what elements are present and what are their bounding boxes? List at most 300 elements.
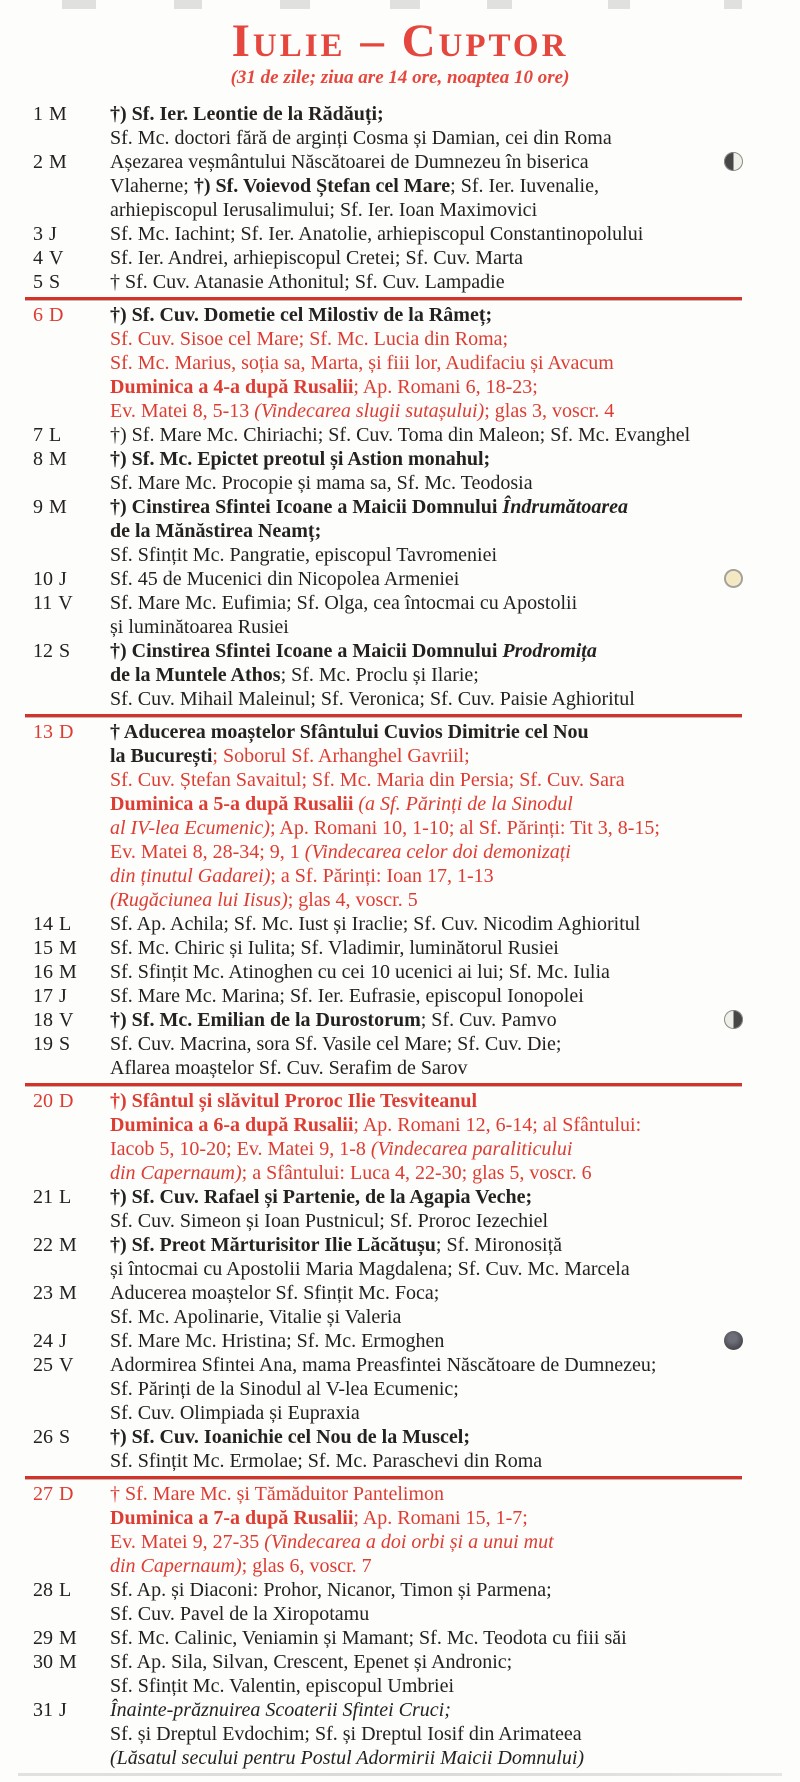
day-letter: J bbox=[59, 567, 67, 590]
day-content bbox=[110, 1698, 800, 1770]
text-segment: Aducerea moaștelor Sf. Sfințit Mc. Foca; bbox=[110, 1281, 440, 1304]
day-letter: S bbox=[59, 639, 71, 662]
scan-artifact-bottom bbox=[18, 1773, 782, 1776]
text-segment: (Vindecarea paraliticului bbox=[370, 1137, 573, 1160]
day-content bbox=[110, 1008, 800, 1032]
day-number: 12 bbox=[33, 639, 53, 662]
day-row-18 bbox=[0, 1008, 800, 1032]
day-line bbox=[110, 1506, 800, 1530]
day-line bbox=[110, 936, 800, 960]
day-number: 10 bbox=[33, 567, 53, 590]
day-line bbox=[110, 1650, 800, 1674]
text-segment: ; a Sf. Părinți: Ioan 17, 1-13 bbox=[270, 864, 494, 887]
day-line bbox=[110, 567, 800, 591]
day-content bbox=[110, 222, 800, 246]
day-row-6 bbox=[0, 303, 800, 423]
day-line bbox=[110, 198, 800, 222]
text-segment: Sf. Cuv. Sisoe cel Mare; Sf. Mc. Lucia din Roma; bbox=[110, 327, 509, 350]
day-line bbox=[110, 1449, 800, 1473]
day-number: 15 bbox=[33, 936, 53, 959]
day-number: 9 bbox=[33, 495, 43, 518]
day-label bbox=[0, 270, 110, 294]
text-segment: ; Sf. Mc. Proclu și Ilarie; bbox=[280, 663, 479, 686]
day-label bbox=[0, 303, 110, 423]
day-letter: J bbox=[59, 1698, 67, 1721]
day-content bbox=[110, 1089, 800, 1185]
text-segment: Sf. Sfințit Mc. Ermolae; Sf. Mc. Paraschevi din Roma bbox=[110, 1449, 543, 1472]
text-segment: (Vindecarea a doi orbi și a unui mut bbox=[264, 1530, 554, 1553]
sunday-separator bbox=[25, 297, 742, 300]
text-segment: Sf. Mc. doctori fără de arginți Cosma și Damian, cei din Roma bbox=[110, 126, 612, 149]
day-line bbox=[110, 1554, 800, 1578]
sunday-separator bbox=[25, 714, 742, 717]
day-line bbox=[110, 1482, 800, 1506]
day-letter: D bbox=[49, 303, 64, 326]
day-letter: M bbox=[49, 447, 67, 470]
day-content bbox=[110, 1578, 800, 1626]
day-content bbox=[110, 1185, 800, 1233]
text-segment: Sf. Mc. Marius, soția sa, Marta, și fiii lor, Audifaciu și Avacum bbox=[110, 351, 614, 374]
scan-artifact bbox=[174, 0, 202, 9]
day-number: 25 bbox=[33, 1353, 53, 1376]
day-letter: S bbox=[49, 270, 61, 293]
day-line bbox=[110, 1032, 800, 1056]
day-label bbox=[0, 447, 110, 495]
text-segment: Sf. și Dreptul Evdochim; Sf. și Dreptul Iosif din Arimateea bbox=[110, 1722, 582, 1745]
text-segment: Ev. Matei 8, 28-34; 9, 1 bbox=[110, 840, 305, 863]
day-number: 29 bbox=[33, 1626, 53, 1649]
day-letter: D bbox=[59, 720, 74, 743]
full-moon-icon bbox=[724, 569, 743, 588]
day-line bbox=[110, 1626, 800, 1650]
day-row-8 bbox=[0, 447, 800, 495]
day-row-3 bbox=[0, 222, 800, 246]
day-line bbox=[110, 1578, 800, 1602]
day-row-21 bbox=[0, 1185, 800, 1233]
text-segment: Sf. Mc. Apolinarie, Vitalie și Valeria bbox=[110, 1305, 402, 1328]
text-segment: †) Cinstirea Sfintei Icoane a Maicii Domnului bbox=[110, 639, 503, 662]
text-segment: Așezarea veșmântului Născătoarei de Dumnezeu în biserica bbox=[110, 150, 589, 173]
text-segment: †) Cinstirea Sfintei Icoane a Maicii Domnului bbox=[110, 495, 503, 518]
text-segment: †) Sf. Mc. Emilian de la Durostorum bbox=[110, 1008, 421, 1031]
text-segment: †) Sf. Ier. Leontie de la Rădăuți; bbox=[110, 102, 384, 125]
text-segment: Sf. Cuv. Olimpiada și Eupraxia bbox=[110, 1401, 360, 1424]
day-label bbox=[0, 984, 110, 1008]
day-label bbox=[0, 1185, 110, 1233]
day-number: 19 bbox=[33, 1032, 53, 1055]
day-line bbox=[110, 375, 800, 399]
day-list bbox=[0, 102, 800, 1770]
text-segment: și luminătoarea Rusiei bbox=[110, 615, 289, 638]
text-segment: din Capernaum) bbox=[110, 1554, 242, 1577]
day-letter: L bbox=[59, 912, 72, 935]
day-line bbox=[110, 1377, 800, 1401]
day-line bbox=[110, 1425, 800, 1449]
day-label bbox=[0, 1089, 110, 1185]
day-line bbox=[110, 984, 800, 1008]
scan-artifact bbox=[724, 0, 742, 9]
day-content bbox=[110, 246, 800, 270]
day-letter: L bbox=[49, 423, 62, 446]
scan-artifact bbox=[280, 0, 310, 9]
day-label bbox=[0, 567, 110, 591]
day-line bbox=[110, 615, 800, 639]
scan-artifact bbox=[390, 0, 420, 9]
text-segment: ; Ap. Romani 15, 1-7; bbox=[353, 1506, 528, 1529]
day-row-12 bbox=[0, 639, 800, 711]
day-line bbox=[110, 1305, 800, 1329]
day-letter: M bbox=[59, 1281, 77, 1304]
day-line bbox=[110, 1602, 800, 1626]
day-line bbox=[110, 1161, 800, 1185]
text-segment: Sf. Mare Mc. Procopie și mama sa, Sf. Mc. Teodosia bbox=[110, 471, 533, 494]
text-segment: Sf. Părinți de la Sinodul al V-lea Ecumenic; bbox=[110, 1377, 459, 1400]
text-segment: Vlaherne; bbox=[110, 174, 194, 197]
day-row-4 bbox=[0, 246, 800, 270]
day-row-16 bbox=[0, 960, 800, 984]
day-label bbox=[0, 912, 110, 936]
text-segment: †) Sf. Voievod Ștefan cel Mare bbox=[193, 174, 451, 197]
day-content bbox=[110, 720, 800, 912]
day-letter: D bbox=[59, 1089, 74, 1112]
text-segment: Ev. Matei 8, 5-13 bbox=[110, 399, 255, 422]
day-number: 7 bbox=[33, 423, 43, 446]
last-quarter-moon-icon bbox=[724, 1010, 743, 1029]
day-number: 2 bbox=[33, 150, 43, 173]
day-letter: L bbox=[59, 1578, 72, 1601]
day-content bbox=[110, 1650, 800, 1698]
day-line bbox=[110, 1698, 800, 1722]
day-line bbox=[110, 303, 800, 327]
day-number: 4 bbox=[33, 246, 43, 269]
day-content bbox=[110, 936, 800, 960]
text-segment: ; a Sfântului: Luca 4, 22-30; glas 5, voscr. 6 bbox=[241, 1161, 592, 1184]
day-number: 28 bbox=[33, 1578, 53, 1601]
text-segment: Sf. Ap. Sila, Silvan, Crescent, Epenet și Andronic; bbox=[110, 1650, 513, 1673]
text-segment: ; Soborul Sf. Arhanghel Gavriil; bbox=[212, 744, 470, 767]
day-number: 24 bbox=[33, 1329, 53, 1352]
text-segment: Iacob 5, 10-20; Ev. Matei 9, 1-8 bbox=[110, 1137, 371, 1160]
day-label bbox=[0, 102, 110, 150]
text-segment: arhiepiscopul Ierusalimului; Sf. Ier. Ioan Maximovici bbox=[110, 198, 538, 221]
new-moon-icon bbox=[724, 1331, 743, 1350]
day-row-27 bbox=[0, 1482, 800, 1578]
text-segment: Sf. Cuv. Pavel de la Xiropotamu bbox=[110, 1602, 370, 1625]
day-number: 27 bbox=[33, 1482, 53, 1505]
day-label bbox=[0, 936, 110, 960]
day-number: 3 bbox=[33, 222, 43, 245]
day-row-29 bbox=[0, 1626, 800, 1650]
day-number: 6 bbox=[33, 303, 43, 326]
day-line bbox=[110, 1401, 800, 1425]
day-line bbox=[110, 519, 800, 543]
day-line bbox=[110, 174, 800, 198]
day-line bbox=[110, 150, 800, 174]
day-row-19 bbox=[0, 1032, 800, 1080]
text-segment: Duminica a 6-a după Rusalii bbox=[110, 1113, 354, 1136]
text-segment: †) Sf. Cuv. Dometie cel Milostiv de la Râmeț; bbox=[110, 303, 493, 326]
day-letter: M bbox=[49, 495, 67, 518]
day-content bbox=[110, 639, 800, 711]
text-segment: Sf. Cuv. Ștefan Savaitul; Sf. Mc. Maria din Persia; Sf. Cuv. Sara bbox=[110, 768, 625, 791]
text-segment: † Sf. Mare Mc. și Tămăduitor Pantelimon bbox=[110, 1482, 445, 1505]
day-line bbox=[110, 960, 800, 984]
day-label bbox=[0, 1698, 110, 1770]
text-segment: Sf. Mare Mc. Eufimia; Sf. Olga, cea întocmai cu Apostolii bbox=[110, 591, 578, 614]
day-line bbox=[110, 351, 800, 375]
day-row-28 bbox=[0, 1578, 800, 1626]
day-row-2 bbox=[0, 150, 800, 222]
text-segment: ; Sf. Cuv. Pamvo bbox=[420, 1008, 557, 1031]
day-line bbox=[110, 1233, 800, 1257]
day-letter: S bbox=[59, 1425, 71, 1448]
day-line bbox=[110, 1674, 800, 1698]
sunday-separator bbox=[25, 1083, 742, 1086]
text-segment: (Rugăciunea lui Iisus) bbox=[110, 888, 288, 911]
day-row-23 bbox=[0, 1281, 800, 1329]
text-segment: Sf. Mare Mc. Marina; Sf. Ier. Eufrasie, episcopul Ionopolei bbox=[110, 984, 584, 1007]
day-letter: V bbox=[49, 246, 64, 269]
day-label bbox=[0, 423, 110, 447]
day-line bbox=[110, 720, 800, 744]
day-label bbox=[0, 1650, 110, 1698]
day-row-24 bbox=[0, 1329, 800, 1353]
day-number: 13 bbox=[33, 720, 53, 743]
day-label bbox=[0, 1281, 110, 1329]
text-segment: ; glas 3, voscr. 4 bbox=[484, 399, 615, 422]
text-segment: Sf. Ap. și Diaconi: Prohor, Nicanor, Timon și Parmena; bbox=[110, 1578, 552, 1601]
day-label bbox=[0, 960, 110, 984]
text-segment: ; glas 6, voscr. 7 bbox=[241, 1554, 372, 1577]
text-segment: Prodromița bbox=[502, 639, 597, 662]
text-segment: din ținutul Gadarei) bbox=[110, 864, 271, 887]
text-segment: Duminica a 5-a după Rusalii bbox=[110, 792, 359, 815]
day-label bbox=[0, 1482, 110, 1578]
text-segment: Sf. 45 de Mucenici din Nicopolea Armeniei bbox=[110, 567, 460, 590]
day-content bbox=[110, 270, 800, 294]
day-content bbox=[110, 1233, 800, 1281]
day-letter: L bbox=[59, 1185, 72, 1208]
day-line bbox=[110, 1353, 800, 1377]
day-letter: V bbox=[59, 1353, 74, 1376]
day-letter: M bbox=[59, 936, 77, 959]
day-row-1 bbox=[0, 102, 800, 150]
text-segment: Sf. Ap. Achila; Sf. Mc. Iust și Iraclie; Sf. Cuv. Nicodim Aghioritul bbox=[110, 912, 641, 935]
page-subtitle: (31 de zile; ziua are 14 ore, noaptea 10 ore) bbox=[230, 66, 570, 88]
day-row-15 bbox=[0, 936, 800, 960]
day-line bbox=[110, 1530, 800, 1554]
day-line bbox=[110, 840, 800, 864]
text-segment: † Aducerea moaștelor Sfântului Cuvios Dimitrie cel Nou bbox=[110, 720, 589, 743]
day-content bbox=[110, 1626, 800, 1650]
text-segment: Sf. Mc. Chiric și Iulita; Sf. Vladimir, luminătorul Rusiei bbox=[110, 936, 559, 959]
text-segment: Sf. Cuv. Simeon și Ioan Pustnicul; Sf. Proroc Iezechiel bbox=[110, 1209, 549, 1232]
day-line bbox=[110, 102, 800, 126]
day-label bbox=[0, 1233, 110, 1281]
day-row-22 bbox=[0, 1233, 800, 1281]
text-segment: Adormirea Sfintei Ana, mama Preasfintei Născătoare de Dumnezeu; bbox=[110, 1353, 657, 1376]
day-line bbox=[110, 864, 800, 888]
day-label bbox=[0, 150, 110, 222]
scan-artifact bbox=[62, 0, 96, 9]
day-row-5 bbox=[0, 270, 800, 294]
day-content bbox=[110, 447, 800, 495]
day-content bbox=[110, 1482, 800, 1578]
day-line bbox=[110, 1056, 800, 1080]
text-segment: Sf. Sfințit Mc. Pangratie, episcopul Tavromeniei bbox=[110, 543, 498, 566]
text-segment: (Lăsatul secului pentru Postul Adormirii Maicii Domnului) bbox=[110, 1746, 585, 1769]
day-row-30 bbox=[0, 1650, 800, 1698]
day-label bbox=[0, 720, 110, 912]
day-number: 16 bbox=[33, 960, 53, 983]
day-line bbox=[110, 423, 800, 447]
text-segment: din Capernaum) bbox=[110, 1161, 242, 1184]
day-row-26 bbox=[0, 1425, 800, 1473]
day-number: 8 bbox=[33, 447, 43, 470]
day-label bbox=[0, 1626, 110, 1650]
day-line bbox=[110, 471, 800, 495]
day-line bbox=[110, 1137, 800, 1161]
day-number: 1 bbox=[33, 102, 43, 125]
text-segment: de la Muntele Athos bbox=[110, 663, 281, 686]
text-segment: Sf. Cuv. Macrina, sora Sf. Vasile cel Mare; Sf. Cuv. Die; bbox=[110, 1032, 562, 1055]
text-segment: ; Ap. Romani 10, 1-10; al Sf. Părinți: Tit 3, 8-15; bbox=[269, 816, 660, 839]
sunday-separator bbox=[25, 1476, 742, 1479]
day-letter: J bbox=[59, 984, 67, 1007]
day-line bbox=[110, 591, 800, 615]
page-title: Iulie – Cuptor bbox=[231, 15, 569, 67]
day-letter: V bbox=[59, 1008, 74, 1031]
day-number: 14 bbox=[33, 912, 53, 935]
text-segment: †) Sf. Cuv. Ioanichie cel Nou de la Muscel; bbox=[110, 1425, 470, 1448]
day-line bbox=[110, 663, 800, 687]
day-label bbox=[0, 1329, 110, 1353]
day-content bbox=[110, 495, 800, 567]
day-number: 5 bbox=[33, 270, 43, 293]
text-segment: Duminica a 4-a după Rusalii bbox=[110, 375, 354, 398]
day-number: 22 bbox=[33, 1233, 53, 1256]
text-segment: † Sf. Cuv. Atanasie Athonitul; Sf. Cuv. Lampadie bbox=[110, 270, 505, 293]
day-label bbox=[0, 1008, 110, 1032]
day-letter: M bbox=[49, 102, 67, 125]
scan-artifact bbox=[608, 0, 630, 9]
day-line bbox=[110, 768, 800, 792]
day-number: 20 bbox=[33, 1089, 53, 1112]
day-letter: M bbox=[49, 150, 67, 173]
day-letter: M bbox=[59, 960, 77, 983]
text-segment: Sf. Cuv. Mihail Maleinul; Sf. Veronica; Sf. Cuv. Paisie Aghioritul bbox=[110, 687, 635, 710]
day-line bbox=[110, 495, 800, 519]
day-line bbox=[110, 399, 800, 423]
day-label bbox=[0, 1425, 110, 1473]
day-line bbox=[110, 639, 800, 663]
day-line bbox=[110, 1008, 800, 1032]
day-letter: S bbox=[59, 1032, 71, 1055]
day-content bbox=[110, 303, 800, 423]
day-content bbox=[110, 591, 800, 639]
day-line bbox=[110, 1722, 800, 1746]
day-content bbox=[110, 102, 800, 150]
day-number: 17 bbox=[33, 984, 53, 1007]
text-segment: Sf. Ier. Andrei, arhiepiscopul Cretei; Sf. Cuv. Marta bbox=[110, 246, 524, 269]
text-segment: de la Mănăstirea Neamț; bbox=[110, 519, 322, 542]
day-line bbox=[110, 222, 800, 246]
text-segment: ; Ap. Romani 12, 6-14; al Sfântului: bbox=[353, 1113, 642, 1136]
day-label bbox=[0, 246, 110, 270]
day-letter: V bbox=[58, 591, 73, 614]
day-row-17 bbox=[0, 984, 800, 1008]
day-line bbox=[110, 1089, 800, 1113]
day-line bbox=[110, 447, 800, 471]
day-content bbox=[110, 960, 800, 984]
text-segment: (a Sf. Părinți de la Sinodul bbox=[358, 792, 573, 815]
day-number: 31 bbox=[33, 1698, 53, 1721]
day-line bbox=[110, 327, 800, 351]
text-segment: Sf. Mc. Calinic, Veniamin și Mamant; Sf. Mc. Teodota cu fiii săi bbox=[110, 1626, 627, 1649]
text-segment: Îndrumătoarea bbox=[502, 495, 628, 518]
first-quarter-moon-icon bbox=[724, 152, 743, 171]
day-row-25 bbox=[0, 1353, 800, 1425]
text-segment: ; Ap. Romani 6, 18-23; bbox=[353, 375, 538, 398]
text-segment: Sf. Mc. Iachint; Sf. Ier. Anatolie, arhiepiscopul Constantinopolului bbox=[110, 222, 644, 245]
text-segment: Înainte-prăznuirea Scoaterii Sfintei Cruci; bbox=[110, 1698, 451, 1721]
day-content bbox=[110, 1425, 800, 1473]
day-line bbox=[110, 816, 800, 840]
day-label bbox=[0, 495, 110, 567]
text-segment: și întocmai cu Apostolii Maria Magdalena; Sf. Cuv. Mc. Marcela bbox=[110, 1257, 630, 1280]
day-letter: M bbox=[59, 1626, 77, 1649]
day-letter: J bbox=[49, 222, 57, 245]
day-number: 26 bbox=[33, 1425, 53, 1448]
text-segment: Duminica a 7-a după Rusalii bbox=[110, 1506, 354, 1529]
day-number: 30 bbox=[33, 1650, 53, 1673]
text-segment: al IV-lea Ecumenic) bbox=[110, 816, 270, 839]
text-segment: ; Sf. Ier. Iuvenalie, bbox=[450, 174, 599, 197]
day-line bbox=[110, 744, 800, 768]
day-row-31 bbox=[0, 1698, 800, 1770]
scan-artifact bbox=[487, 0, 512, 9]
text-segment: †) Sf. Cuv. Rafael și Partenie, de la Agapia Veche; bbox=[110, 1185, 533, 1208]
text-segment: Aflarea moaștelor Sf. Cuv. Serafim de Sarov bbox=[110, 1056, 468, 1079]
day-number: 11 bbox=[33, 591, 53, 614]
day-number: 23 bbox=[33, 1281, 53, 1304]
day-content bbox=[110, 912, 800, 936]
day-label bbox=[0, 1032, 110, 1080]
day-letter: M bbox=[59, 1650, 77, 1673]
text-segment: †) Sfântul și slăvitul Proroc Ilie Tesviteanul bbox=[110, 1089, 478, 1112]
day-row-14 bbox=[0, 912, 800, 936]
text-segment: (Vindecarea celor doi demonizați bbox=[304, 840, 571, 863]
day-letter: D bbox=[59, 1482, 74, 1505]
day-line bbox=[110, 1746, 800, 1770]
text-segment: †) Sf. Mare Mc. Chiriachi; Sf. Cuv. Toma din Maleon; Sf. Mc. Evanghel bbox=[110, 423, 691, 446]
day-content bbox=[110, 1281, 800, 1329]
day-line bbox=[110, 246, 800, 270]
day-content bbox=[110, 1329, 800, 1353]
day-content bbox=[110, 150, 800, 222]
text-segment: ; glas 4, voscr. 5 bbox=[287, 888, 418, 911]
text-segment: †) Sf. Mc. Epictet preotul și Astion monahul; bbox=[110, 447, 491, 470]
day-label bbox=[0, 1578, 110, 1626]
day-number: 21 bbox=[33, 1185, 53, 1208]
day-line bbox=[110, 543, 800, 567]
day-line bbox=[110, 1329, 800, 1353]
day-line bbox=[110, 1113, 800, 1137]
day-letter: M bbox=[59, 1233, 77, 1256]
day-row-10 bbox=[0, 567, 800, 591]
day-label bbox=[0, 591, 110, 639]
day-content bbox=[110, 984, 800, 1008]
